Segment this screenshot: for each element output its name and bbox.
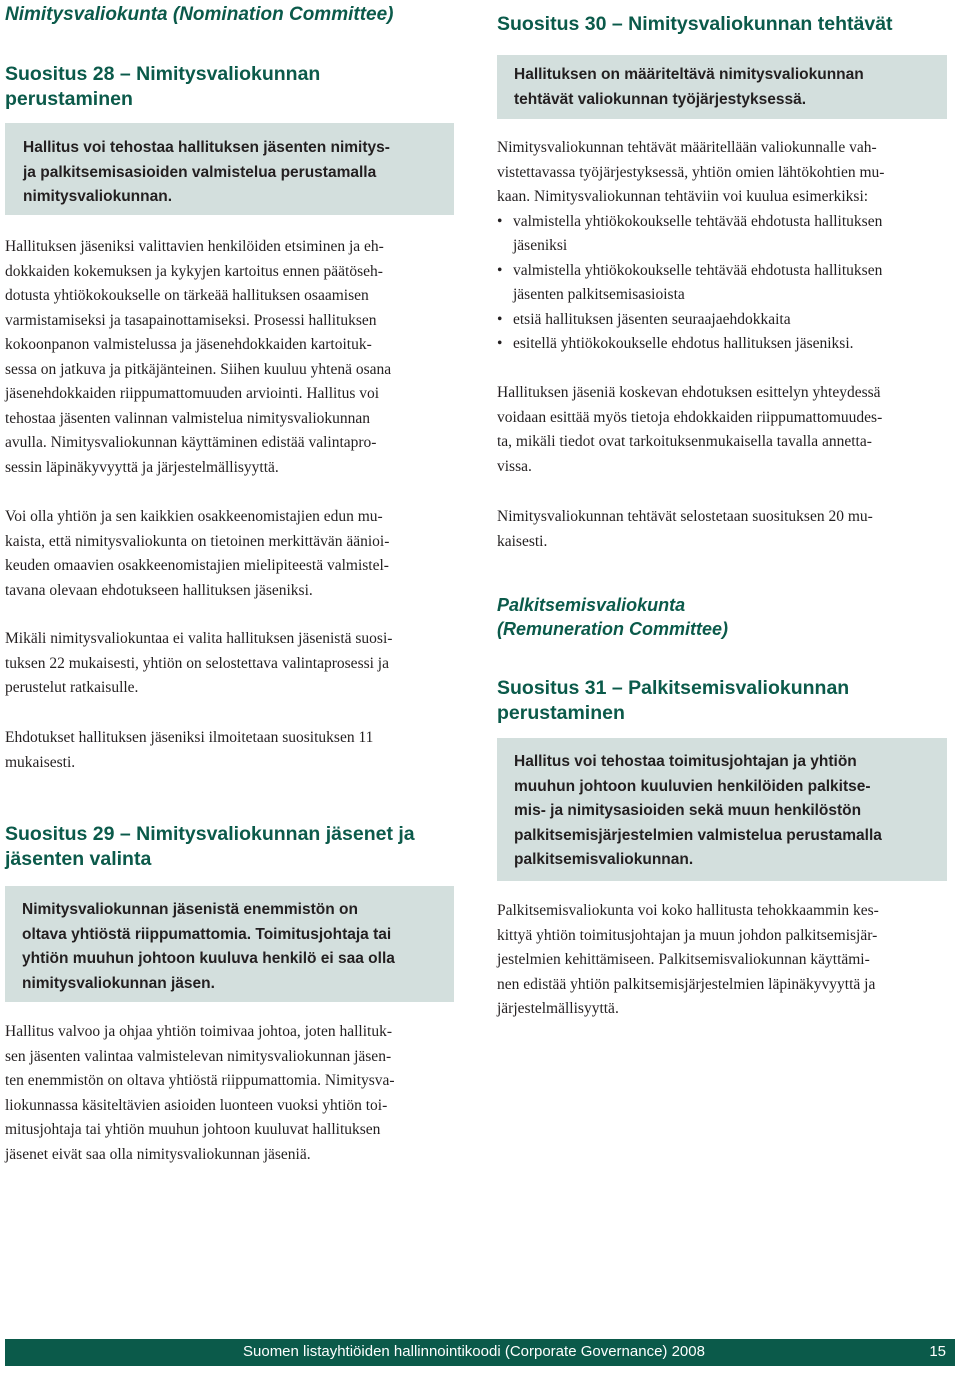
paragraph-board-supervision: Hallitus valvoo ja ohjaa yhtiön toimivaa johtoa, joten hallituk- sen jäsenten valintaa valmistelevan nimitysvaliokunnan jäsen- ten enemmistön on oltava yhtiöstä riippumattomia. Nimitysva- liokunnassa käsiteltävien asioiden luonteen vuoksi yhtiön toi- mitusjohtaja tai yhtiön muuhun johtoon kuuluvat hallituksen jäsenet eivät saa olla nimitysvaliokunnan jäseniä. [5, 1023, 395, 1163]
paragraph-selection-process: Hallituksen jäseniksi valittavien henkilöiden etsiminen ja eh- dokkaiden kokemuksen ja kykyjen kartoitus ennen päätöseh- dotusta yhtiökokoukselle on tärkeää hallituksen osaamisen varmistamiseksi ja tasapainottamiseksi. Prosessi hallituksen kokoonpanon valmistelussa ja jäsenehdokkaiden kartoituk- sessa on jatkuva ja pitkäjänteinen. Siihen kuuluu yhtenä osana jäsenehdokkaiden riippumattomuuden arviointi. Hallitus voi tehostaa jäsenten valinnan valmistelua nimitysvaliokunnan avulla. Nimitysvaliokunnan käyttäminen edistää valintapro- sessin läpinäkyvyyttä ja järjestelmällisyyttä. [5, 238, 392, 476]
footer-title: Suomen listayhtiöiden hallinnointikoodi (Corporate Governance) 2008 [243, 1343, 705, 1360]
page-number: 15 [929, 1343, 946, 1360]
s28-title: Suositus 28 – Nimitysvaliokunnan perustaminen [5, 63, 321, 110]
list-item: • valmistella yhtiökokoukselle tehtävää ehdotusta hallituksen jäseniksi [497, 210, 947, 259]
paragraph-shareholders: Voi olla yhtiön ja sen kaikkien osakkeenomistajien edun mu- kaista, että nimitysvaliokunta on tietoinen merkittävän äänioi- keuden omaavien osakkeenomistajien mielipiteestä valmistel- tavana olevaan ehdotukseen hallituksen jäseniksi. [5, 508, 390, 599]
remuneration-committee-heading: Palkitsemisvaliokunta (Remuneration Committee) [497, 595, 729, 639]
paragraph-remuneration-committee: Palkitsemisvaliokunta voi koko hallitusta tehokkaammin kes- kittyä yhtiön toimitusjohtajan ja muun johdon palkitsemisjär- jestelmien kehittämiseen. Palkitsemisvaliokunnan käyttämi- nen edistää yhtiön palkitsemisjärjestelmien läpinäkyvyyttä ja järjestelmällisyyttä. [497, 902, 879, 1017]
paragraph-recommendation-11: Ehdotukset hallituksen jäseniksi ilmoitetaan suosituksen 11 mukaisesti. [5, 729, 374, 771]
paragraph-committee-tasks: Nimitysvaliokunnan tehtävät määritellään valiokunnalle vah- vistettavassa työjärjestyksessä, yhtiön omien lähtökohtien mu- kaan. Nimitysvaliokunnan tehtäviin voi kuulua esimerkiksi: • valmistella yhtiökokoukselle tehtävää ehdotusta hallituksen jäseniksi • valmistella yhtiökokoukselle tehtävää ehdotusta hallituksen jäsenten palkitsemisasioista • etsiä hallituksen jäsenten seuraajaehdokkaita • esitellä yhtiökokoukselle ehdotus hallituksen jäseniksi. [497, 136, 947, 357]
nomination-committee-heading: Nimitysvaliokunta (Nomination Committee) [5, 4, 394, 25]
s31-recommendation-box: Hallitus voi tehostaa toimitusjohtajan ja yhtiön muuhun johtoon kuuluvien henkilöiden palkitse- mis- ja nimitysasioiden sekä muun henkilöstön palkitsemisjärjestelmien valmistelua perustamalla palkitsemisvaliokunnan. [497, 738, 947, 881]
s28-recommendation-box: Hallitus voi tehostaa hallituksen jäsenten nimitys- ja palkitsemisasioiden valmistelua perustamalla nimitysvaliokunnan. [5, 123, 454, 215]
s30-title: Suositus 30 – Nimitysvaliokunnan tehtävät [497, 13, 893, 35]
list-item: • valmistella yhtiökokoukselle tehtävää ehdotusta hallituksen jäsenten palkitsemisasioista [497, 259, 947, 308]
list-item: • etsiä hallituksen jäsenten seuraajaehdokkaita [497, 308, 947, 333]
s29-recommendation-box: Nimitysvaliokunnan jäsenistä enemmistön on oltava yhtiöstä riippumattomia. Toimitusjohtaja tai yhtiön muuhun johtoon kuuluva henkilö ei saa olla nimitysvaliokunnan jäsen. [5, 886, 454, 1002]
paragraph-recommendation-20: Nimitysvaliokunnan tehtävät selostetaan suosituksen 20 mu- kaisesti. [497, 508, 873, 550]
tasks-list [497, 210, 947, 357]
paragraph-recommendation-22: Mikäli nimitysvaliokuntaa ei valita hallituksen jäsenistä suosi- tuksen 22 mukaisesti, yhtiön on selostettava valintaprosessi ja perustelut ratkaisulle. [5, 630, 393, 696]
s30-recommendation-box: Hallituksen on määriteltävä nimitysvaliokunnan tehtävät valiokunnan työjärjestyksessä. [497, 55, 947, 119]
paragraph-independence-info: Hallituksen jäseniä koskevan ehdotuksen esittelyn yhteydessä voidaan esittää myös tietoja ehdokkaiden riippumattomuudes- ta, mikäli tiedot ovat tarkoituksenmukaisella tavalla annetta- vissa. [497, 384, 883, 475]
page-footer [5, 1339, 955, 1366]
s31-title: Suositus 31 – Palkitsemisvaliokunnan perustaminen [497, 677, 850, 724]
s29-title: Suositus 29 – Nimitysvaliokunnan jäsenet ja jäsenten valinta [5, 823, 415, 870]
list-item: • esitellä yhtiökokoukselle ehdotus hallituksen jäseniksi. [497, 332, 947, 357]
